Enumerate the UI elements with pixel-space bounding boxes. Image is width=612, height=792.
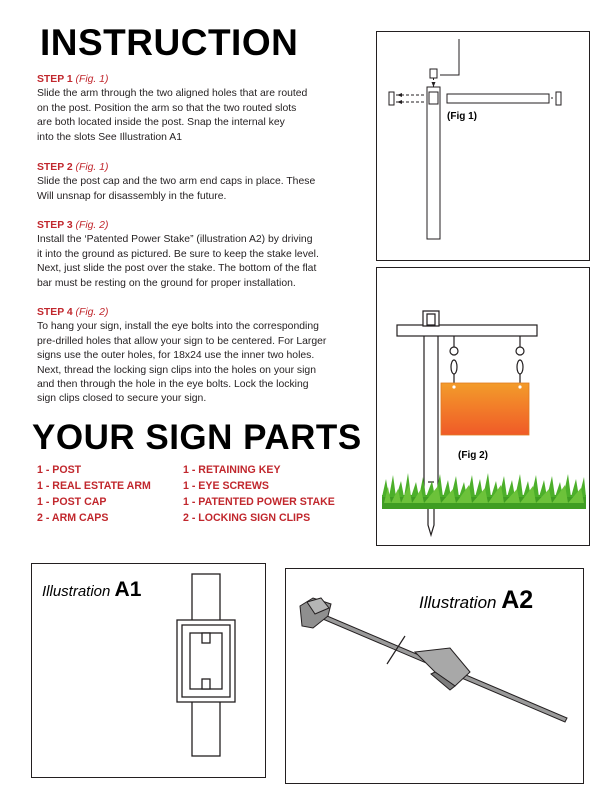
step-4-heading: STEP 4 (Fig. 2): [37, 307, 109, 318]
step-4-line: pre-drilled holes that allow your sign to be centered. For Larger: [37, 335, 327, 347]
fig-2-sign-panel: [441, 383, 529, 435]
step-4-line: and then through the hole in the eye bolts. Lock the locking: [37, 379, 309, 391]
step-1: [37, 73, 367, 145]
part-item: 1 - EYE SCREWS: [183, 480, 269, 492]
step-2-line: Slide the post cap and the two arm end caps in place. These: [37, 176, 316, 188]
step-2-line: Will unsnap for disassembly in the future.: [37, 190, 227, 202]
step-1-line: on the post. Position the arm so that the two routed slots: [37, 102, 297, 114]
parts-list-left: [37, 462, 151, 526]
step-3-line: Next, just slide the post over the stake. The bottom of the flat: [37, 263, 317, 275]
part-item: 1 - POST CAP: [37, 496, 107, 508]
fig-1-label: (Fig 1): [447, 111, 477, 122]
illustration-a2-label: Illustration A2: [419, 586, 534, 614]
step-4-line: sign clips closed to secure your sign.: [37, 393, 207, 405]
part-item: 1 - RETAINING KEY: [183, 464, 281, 476]
part-item: 1 - REAL ESTATE ARM: [37, 480, 151, 492]
step-4: [37, 306, 367, 407]
fig-2-installed-sign-illustration: [376, 267, 590, 546]
parts-title: YOUR SIGN PARTS: [32, 418, 362, 457]
fig-2-label: (Fig 2): [458, 450, 488, 461]
step-3-heading: STEP 3 (Fig. 2): [37, 220, 109, 231]
parts-list-right: [183, 462, 335, 526]
step-3-line: Install the ‘Patented Power Stake” (illustration A2) by driving: [37, 234, 313, 246]
page-title: INSTRUCTION: [40, 22, 299, 63]
step-1-line: are both located inside the post. Snap the internal key: [37, 117, 285, 129]
part-item: 2 - ARM CAPS: [37, 512, 109, 524]
illustration-a1-label: Illustration A1: [42, 578, 142, 601]
step-2: [37, 161, 367, 204]
step-4-line: signs use the outer holes, for 18x24 use the inner two holes.: [37, 350, 315, 362]
step-3: [37, 219, 367, 291]
step-4-line: Next, thread the locking sign clips into the holes on your sign: [37, 364, 316, 376]
step-2-heading: STEP 2 (Fig. 1): [37, 162, 109, 173]
step-1-heading: STEP 1 (Fig. 1): [37, 74, 109, 85]
step-4-line: To hang your sign, install the eye bolts into the corresponding: [37, 321, 319, 333]
step-3-line: bar must be resting on the ground for proper installation.: [37, 277, 296, 289]
step-1-line: Slide the arm through the two aligned holes that are routed: [37, 88, 308, 100]
fig-1-post-assembly-illustration: [376, 31, 590, 261]
part-item: 1 - PATENTED POWER STAKE: [183, 496, 335, 508]
part-item: 1 - POST: [37, 464, 82, 476]
step-3-line: it into the ground as pictured. Be sure to keep the stake level.: [37, 248, 319, 260]
part-item: 2 - LOCKING SIGN CLIPS: [183, 512, 311, 524]
step-1-line: into the slots See Illustration A1: [37, 131, 182, 143]
